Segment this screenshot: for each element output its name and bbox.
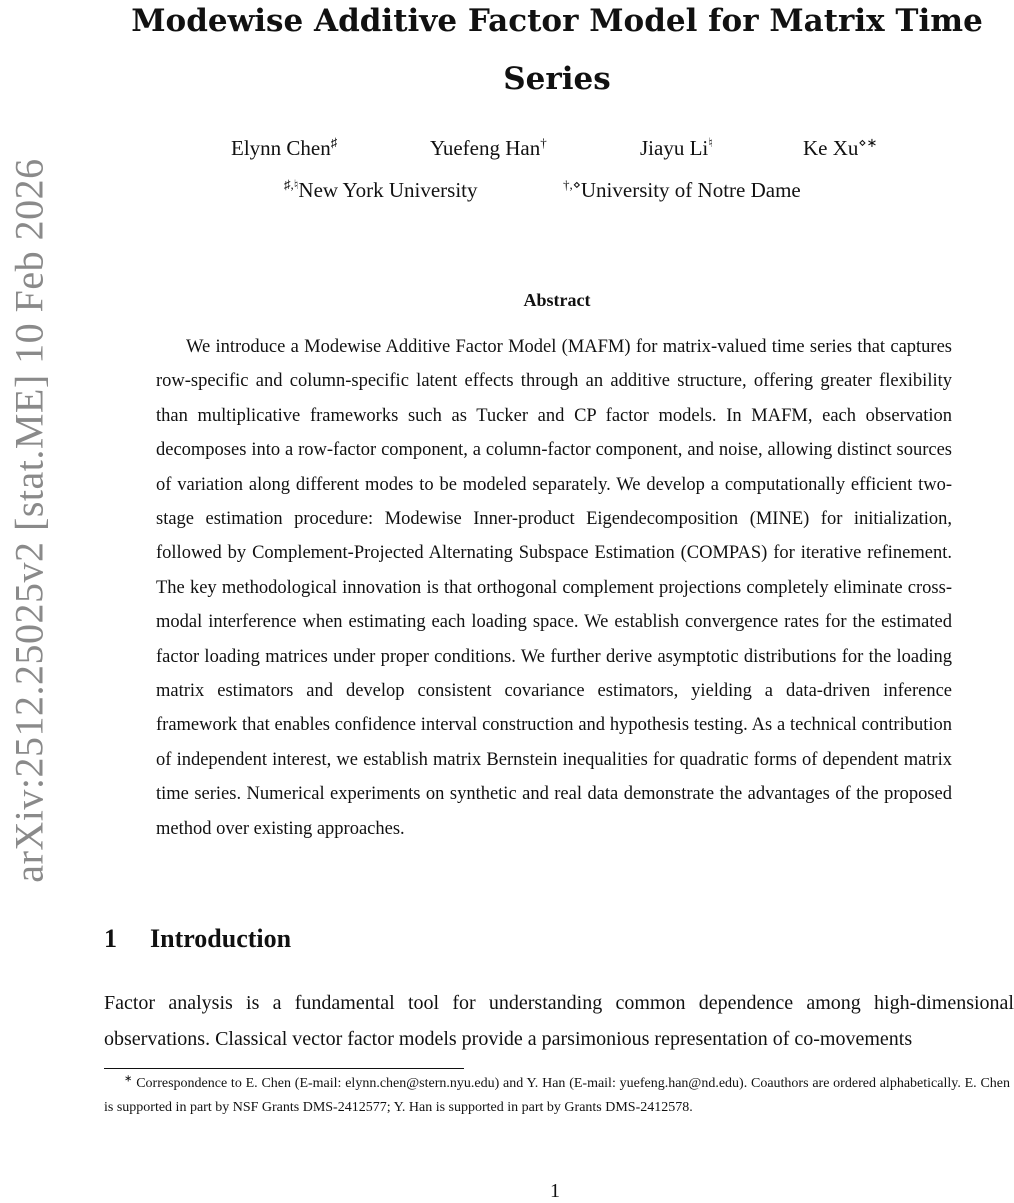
affiliation: †,⋄University of Notre Dame xyxy=(563,177,801,202)
paper-title: Modewise Additive Factor Model for Matrix Time Series xyxy=(131,3,983,97)
abstract-text: We introduce a Modewise Additive Factor Model (MAFM) for matrix-valued time series that captures row-specific and column-specific latent effects through an additive structure, offering greater flexibility than multiplicative frameworks such as Tucker and CP factor models. In MAFM, each observation decomposes into a row-factor component, a column-factor component, and noise, allowing distinct sources of variation along different modes to be modeled separately. We develop a computationally efficient two-stage estimation procedure: Modewise Inner-product Eigendecomposition (MINE) for initialization, followed by Complement-Projected Alternating Subspace Estimation (COMPAS) for iterative refinement. The key methodological innovation is that orthogonal complement projections completely eliminate cross-modal interference when estimating each loading space. We establish convergence rates for the estimated factor loading matrices under proper conditions. We further derive asymptotic distributions for the loading matrix estimators and develop consistent covariance estimators, yielding a data-driven inference framework that enables confidence interval construction and hypothesis testing. As a technical contribution of independent interest, we establish matrix Bernstein inequalities for quadratic forms of dependent matrix time series. Numerical experiments on synthetic and real data demonstrate the advantages of the proposed method over existing approaches. xyxy=(156,337,952,839)
footnote xyxy=(104,1072,1010,1120)
intro-paragraph: Factor analysis is a fundamental tool for understanding common dependence among high-dimensional observations. Classical vector factor models provide a parsimonious representation of co-movements xyxy=(104,992,1014,1050)
arxiv-sidebar xyxy=(0,157,58,883)
arxiv-identifier: arXiv:2512.25025v2 [stat.ME] 10 Feb 2026 xyxy=(6,157,52,883)
section-number: 1 xyxy=(104,924,117,953)
author: Jiayu Li♮ xyxy=(640,135,713,160)
affiliation: ♯,♮New York University xyxy=(284,177,478,202)
author: Elynn Chen♯ xyxy=(231,135,338,160)
author: Ke Xu⋄∗ xyxy=(803,135,878,160)
affiliation-list xyxy=(100,178,1014,208)
author: Yuefeng Han† xyxy=(430,135,547,160)
author-list xyxy=(100,136,1014,166)
footnote-text: Correspondence to E. Chen (E-mail: elynn.chen@stern.nyu.edu) and Y. Han (E-mail: yuefeng.han@nd.edu). Coauthors are ordered alphabetically. E. Chen is supported in part by NSF Grants DMS-2412577; Y. Han is supported in part by Grants DMS-2412578. xyxy=(104,1076,1011,1115)
abstract-heading: Abstract xyxy=(523,290,591,310)
footnote-rule xyxy=(104,1068,464,1069)
section-heading xyxy=(104,924,291,954)
page-number: 1 xyxy=(550,1180,560,1202)
section-title: Introduction xyxy=(150,924,292,953)
footnote-mark: ∗ xyxy=(124,1073,133,1085)
